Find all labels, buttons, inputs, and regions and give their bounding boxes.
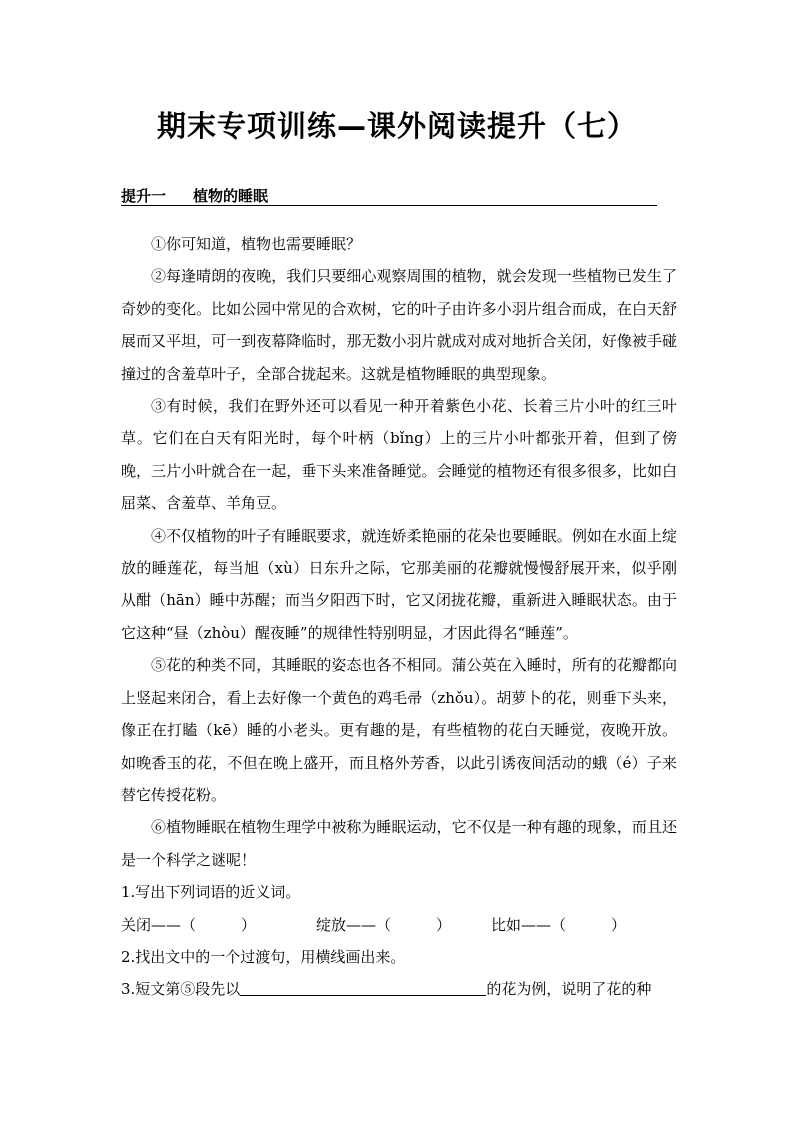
- synonym-item-bloom[interactable]: 绽放——（ ）: [316, 915, 452, 934]
- section-label: 提升一: [121, 187, 167, 205]
- section-name: 植物的睡眠: [193, 187, 269, 205]
- question-1: 1.写出下列词语的近义词。: [121, 883, 301, 902]
- answer-blank[interactable]: [240, 979, 486, 996]
- paragraph-6: ⑥植物睡眠在植物生理学中被称为睡眠运动，它不仅是一种有趣的现象，而且还是一个科学之谜呢！: [121, 818, 677, 869]
- question-3-prefix: 3.短文第⑤段先以: [121, 980, 241, 999]
- paragraph-5: ⑤花的种类不同，其睡眠的姿态也各不相同。蒲公英在入睡时，所有的花瓣都向上竖起来闭合，看上去好像一个黄色的鸡毛帚（zhǒu）。胡萝卜的花，则垂下头来，像正在打瞌（kē）睡的小老头。更有趣的是，有些植物的花白天睡觉，夜晚开放。如晚香玉的花，不但在晚上盛开，而且格外芳香，以此引诱夜间活动的蛾（é）子来替它传授花粉。: [121, 656, 677, 804]
- question-1-items: [121, 909, 677, 941]
- question-2: 2.找出文中的一个过渡句，用横线画出来。: [121, 947, 406, 966]
- question-3-suffix: 的花为例，说明了花的种: [486, 980, 652, 999]
- paragraph-2: ②每逢晴朗的夜晚，我们只要细心观察周围的植物，就会发现一些植物已发生了奇妙的变化。比如公园中常见的合欢树，它的叶子由许多小羽片组合而成，在白天舒展而又平坦，可一到夜幕降临时，那无数小羽片就成对成对地折合关闭，好像被手碰撞过的含羞草叶子，全部合拢起来。这就是植物睡眠的典型现象。: [121, 267, 677, 383]
- paragraph-1: ①你可知道，植物也需要睡眠？: [151, 235, 362, 253]
- article-body: [121, 228, 677, 1006]
- page-title: 期末专项训练—课外阅读提升（七）: [156, 109, 637, 143]
- synonym-item-example[interactable]: 比如——（ ）: [491, 915, 627, 934]
- paragraph-4: ④不仅植物的叶子有睡眠要求，就连娇柔艳丽的花朵也要睡眠。例如在水面上绽放的睡莲花，每当旭（xù）日东升之际，它那美丽的花瓣就慢慢舒展开来，似乎刚从酣（hān）睡中苏醒；而当夕阳西下时，它又闭拢花瓣，重新进入睡眠状态。由于它这种“昼（zhòu）醒夜睡”的规律性特别明显，才因此得名“睡莲”。: [121, 526, 677, 642]
- question-3: [121, 973, 677, 1005]
- synonym-item-close[interactable]: 关闭——（ ）: [121, 915, 257, 934]
- paragraph-3: ③有时候，我们在野外还可以看见一种开着紫色小花、长着三片小叶的红三叶草。它们在白天有阳光时，每个叶柄（bǐng）上的三片小叶都张开着，但到了傍晚，三片小叶就合在一起，垂下头来准备睡觉。会睡觉的植物还有很多很多，比如白屈菜、含羞草、羊角豆。: [121, 397, 677, 513]
- section-heading: [121, 185, 657, 206]
